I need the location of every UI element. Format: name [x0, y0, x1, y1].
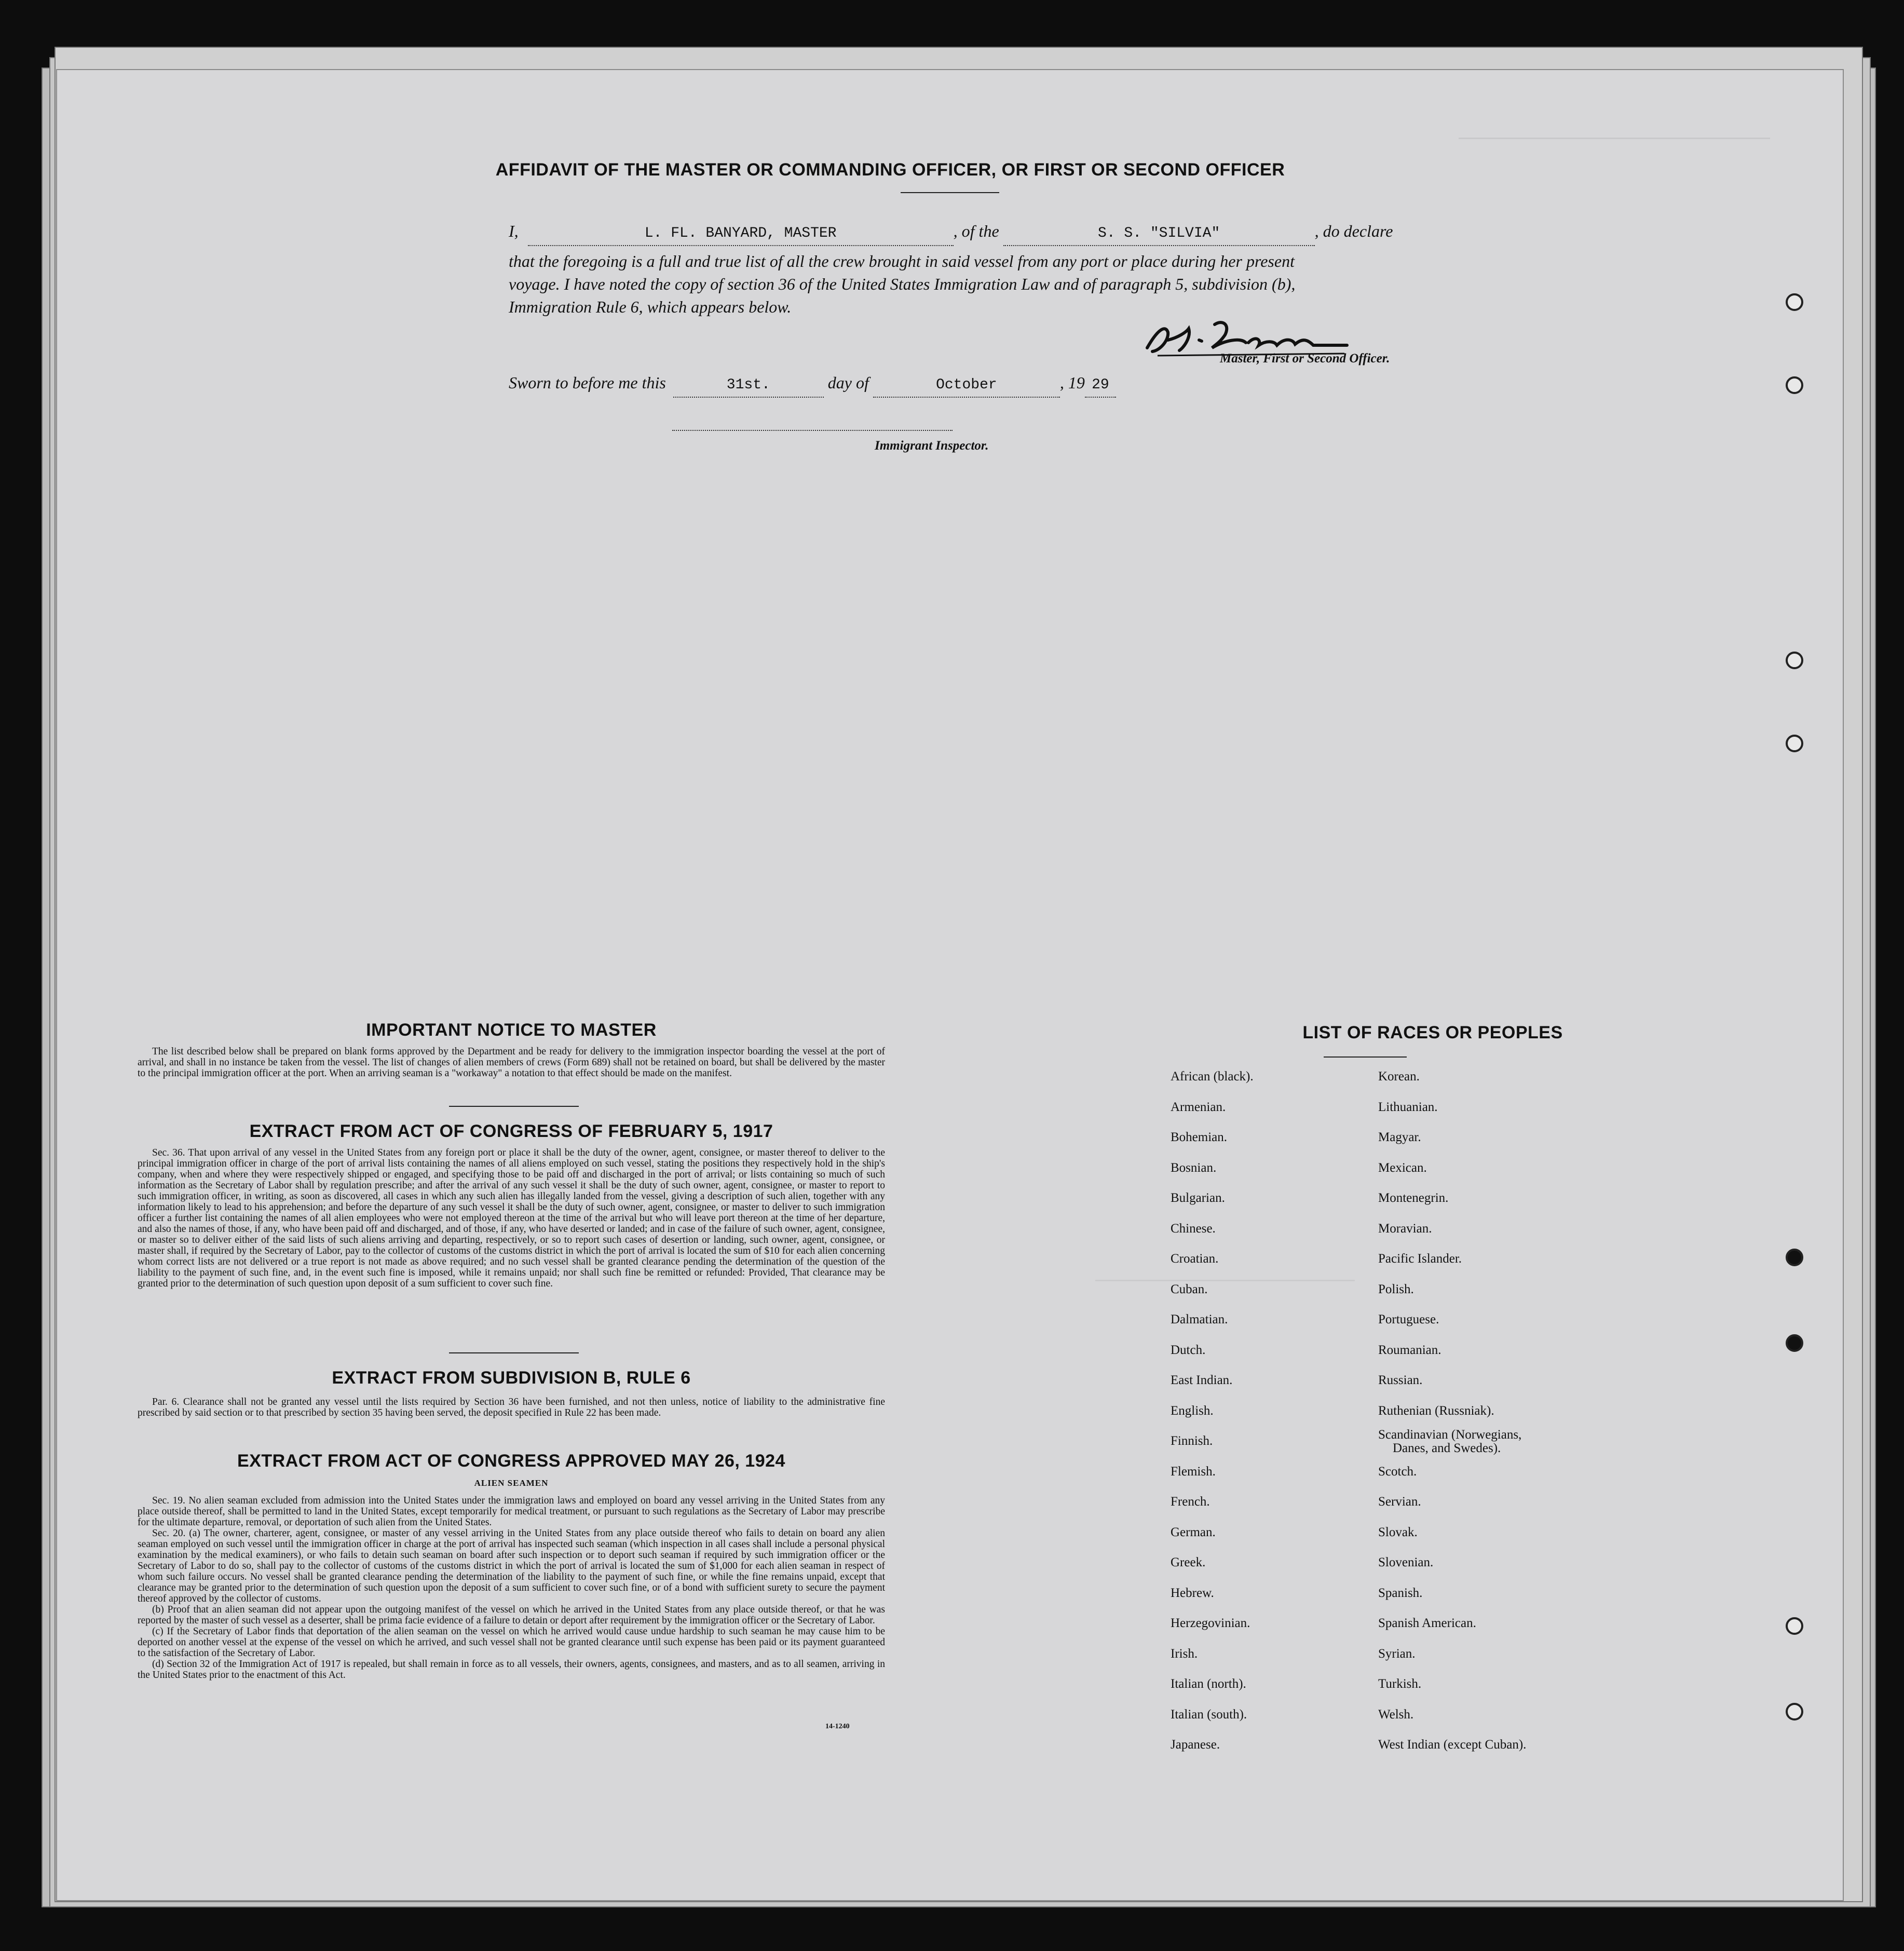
races-row [1171, 1518, 1690, 1548]
race-entry: Armenian. [1171, 1100, 1226, 1114]
race-entry: Italian (south). [1171, 1707, 1247, 1722]
race-entry: Greek. [1171, 1555, 1206, 1569]
year-prefix: , 19 [1059, 373, 1085, 392]
race-entry: Herzegovinian. [1171, 1616, 1250, 1630]
races-row [1171, 1092, 1690, 1123]
punch-hole [1786, 1249, 1803, 1266]
punch-hole [1786, 293, 1803, 311]
race-entry: Welsh. [1378, 1707, 1414, 1722]
notice-paragraph: The list described below shall be prepared on blank forms approved by the Department and be ready for delivery to the immigration inspector boarding the vessel at the port of arrival, and shall in no instance be taken from the vessel. The list of changes of alien members of crews (Form 689) shall not be retained on board, but shall be delivered by the master to the principal immigration officer at the port. When an arriving seaman is a "workaway" a notation to that effect should be made on the manifest. [138, 1046, 885, 1079]
race-entry: Chinese. [1171, 1221, 1216, 1236]
races-table [1171, 1062, 1690, 1760]
month-field: October [873, 374, 1060, 398]
section-20c-paragraph: (c) If the Secretary of Labor finds that deportation of the alien seaman on the vessel on which he arrived would cause undue hardship to such seaman he may cause him to be deported on another vessel at the expense of the vessel on which he arrived, and such vessel shall not be granted clearance until such expense has been paid or its payment guaranteed to the satisfaction of the Secretary of Labor. [138, 1626, 885, 1659]
race-entry: Slovak. [1378, 1525, 1418, 1539]
of-the-label: , of the [953, 222, 999, 240]
races-row [1171, 1548, 1690, 1578]
races-row [1171, 1275, 1690, 1305]
race-entry: Finnish. [1171, 1434, 1213, 1448]
race-entry: Magyar. [1378, 1130, 1421, 1144]
extract-1924-text [138, 1495, 885, 1681]
race-entry: Servian. [1378, 1495, 1421, 1509]
race-entry: Flemish. [1171, 1464, 1216, 1479]
race-entry: Roumanian. [1378, 1343, 1441, 1357]
races-row [1171, 1335, 1690, 1366]
race-entry: African (black). [1171, 1069, 1254, 1083]
extract-1917-text [138, 1147, 885, 1289]
title-divider [901, 192, 999, 193]
punch-hole [1786, 376, 1803, 394]
races-row [1171, 1396, 1690, 1427]
races-row [1171, 1214, 1690, 1244]
races-row [1171, 1426, 1690, 1457]
rule-6-text [138, 1397, 885, 1418]
races-row [1171, 1062, 1690, 1092]
races-row [1171, 1305, 1690, 1335]
race-entry: Croatian. [1171, 1252, 1219, 1266]
races-row [1171, 1457, 1690, 1487]
races-row [1171, 1365, 1690, 1396]
race-entry: Bohemian. [1171, 1130, 1228, 1144]
form-number: 14-1240 [825, 1723, 850, 1730]
race-entry: French. [1171, 1495, 1210, 1509]
races-row [1171, 1639, 1690, 1670]
section-36-paragraph: Sec. 36. That upon arrival of any vessel in the United States from any foreign port or place it shall be the duty of the owner, agent, consignee, or master thereof to deliver to the principal immigration officer in charge of the port of arrival lists containing the names of all aliens employed on such vessel, stating the positions they respectively hold in the ship's company, when and where they were respectively shipped or engaged, and specifying those to be paid off and discharged in the port of arrival; or lists containing so much of such information as the Secretary of Labor shall by regulation prescribe; and after the arrival of any such vessel it shall be the duty of such owner, agent, consignee, or master to report to such immigration officer, in writing, as soon as discovered, all cases in which any such alien has illegally landed from the vessel, giving a description of such alien, together with any information likely to lead to his apprehension; and before the departure of any such vessel it shall be the duty of such owner, agent, consignee, or master to deliver to such immigration officer a further list containing the names of all alien employees who were not employed thereon at the time of the arrival but who will leave port thereon at the time of her departure, and also the names of those, if any, who have been paid off and discharged, and of those, if any, who have deserted or landed; and in case of the failure of such owner, agent, consignee, or master so to deliver either of the said lists of such aliens arriving and departing, respectively, or so to report such cases of desertion or landing, such owner, agent, consignee, or master shall, if required by the Secretary of Labor, pay to the collector of customs of the customs district in which the port of arrival is located the sum of $10 for each alien concerning whom correct lists are not delivered or a true report is not made as above required; and no such vessel shall be granted clearance pending the determination of the question of the liability to the payment of such fine, and, in the event such fine is imposed, while it remains unpaid; nor shall such fine be remitted or refunded: Provided, That clearance may be granted prior to the determination of such question upon deposit of a sum sufficient to cover such fine. [138, 1147, 885, 1289]
i-label: I, [509, 222, 519, 240]
inspector-label: Immigrant Inspector. [875, 439, 989, 453]
bleed-through-mark [1459, 138, 1770, 143]
races-divider [1324, 1056, 1407, 1058]
race-entry: Russian. [1378, 1373, 1423, 1387]
punch-hole [1786, 1617, 1803, 1635]
race-entry: Slovenian. [1378, 1555, 1434, 1569]
document-sheet [57, 70, 1843, 1900]
section-divider [449, 1352, 579, 1353]
punch-hole [1786, 1334, 1803, 1352]
race-entry: Irish. [1171, 1646, 1198, 1661]
race-entry: Portuguese. [1378, 1312, 1439, 1326]
declaration-line-3: voyage. I have noted the copy of section 36 of the United States Immigration Law and of paragraph 5, subdivision (b), [509, 275, 1296, 293]
extract-1917-title: EXTRACT FROM ACT OF CONGRESS OF FEBRUARY 5, 1917 [249, 1121, 773, 1141]
race-entry-scandinavian [1378, 1428, 1521, 1455]
sworn-label: Sworn to before me this [509, 373, 666, 392]
race-entry: Japanese. [1171, 1738, 1220, 1752]
race-entry: Dutch. [1171, 1343, 1206, 1357]
race-entry: Scotch. [1378, 1464, 1417, 1479]
race-entry: Dalmatian. [1171, 1312, 1228, 1326]
section-20b-paragraph: (b) Proof that an alien seaman did not appear upon the outgoing manifest of the vessel on which he arrived in the United States from any place outside thereof, or that he was reported by the master of such vessel as a deserter, shall be prima facie evidence of a failure to detain or deport after requirement by the immigration officer or the Secretary of Labor. [138, 1604, 885, 1626]
races-row [1171, 1578, 1690, 1609]
declaration-line-1 [509, 220, 1393, 246]
year-field: 29 [1085, 374, 1116, 398]
race-entry: East Indian. [1171, 1373, 1233, 1387]
race-entry: Pacific Islander. [1378, 1252, 1462, 1266]
races-row [1171, 1153, 1690, 1184]
races-row [1171, 1608, 1690, 1639]
inspector-signature-line [672, 430, 953, 431]
section-19-paragraph: Sec. 19. No alien seaman excluded from admission into the United States under the immigration laws and employed on board any vessel arriving in the United States from any place outside thereof, shall be permitted to land in the United States, except temporarily for medical treatment, or pursuant to such regulations as the Secretary of Labor may prescribe for the ultimate departure, removal, or deportation of such alien from the United States. [138, 1495, 885, 1528]
section-20d-paragraph: (d) Section 32 of the Immigration Act of 1917 is repealed, but shall remain in force as to all vessels, their owners, agents, consignees, and masters, and as to all seamen, arriving in the United States prior to the enactment of this Act. [138, 1659, 885, 1681]
signature-caption: Master, First or Second Officer. [1220, 351, 1390, 365]
punch-hole [1786, 735, 1803, 752]
declaration-line-4: Immigration Rule 6, which appears below. [509, 297, 792, 316]
extract-1924-title: EXTRACT FROM ACT OF CONGRESS APPROVED MAY 26, 1924 [237, 1451, 785, 1471]
race-entry-continued: Danes, and Swedes). [1393, 1441, 1501, 1455]
race-entry: Cuban. [1171, 1282, 1208, 1296]
declaration-line-2: that the foregoing is a full and true list of all the crew brought in said vessel from any port or place during her present [509, 252, 1295, 270]
do-declare-label: , do declare [1314, 222, 1393, 240]
notice-title: IMPORTANT NOTICE TO MASTER [366, 1020, 657, 1040]
race-entry: Bosnian. [1171, 1160, 1217, 1175]
races-row [1171, 1122, 1690, 1153]
races-row [1171, 1730, 1690, 1760]
race-entry: West Indian (except Cuban). [1378, 1738, 1527, 1752]
punch-hole [1786, 1703, 1803, 1720]
race-entry: Italian (north). [1171, 1677, 1246, 1691]
race-entry: Polish. [1378, 1282, 1414, 1296]
section-divider [449, 1106, 579, 1107]
races-row [1171, 1669, 1690, 1700]
vessel-name-field: S. S. "SILVIA" [1003, 222, 1315, 246]
race-entry: German. [1171, 1525, 1216, 1539]
notice-text [138, 1046, 885, 1079]
punch-hole [1786, 652, 1803, 669]
races-title: LIST OF RACES OR PEOPLES [1302, 1023, 1563, 1042]
race-entry: Montenegrin. [1378, 1191, 1449, 1205]
races-row [1171, 1183, 1690, 1214]
races-row [1171, 1487, 1690, 1518]
affidavit-title: AFFIDAVIT OF THE MASTER OR COMMANDING OFFICER, OR FIRST OR SECOND OFFICER [495, 160, 1285, 180]
race-entry: Lithuanian. [1378, 1100, 1438, 1114]
section-20a-paragraph: Sec. 20. (a) The owner, charterer, agent, consignee, or master of any vessel arriving in the United States from any place outside thereof who fails to detain on board any alien seaman employed on such vessel until the immigration officer in charge at the port of arrival has inspected such seaman (which inspection in all cases shall include a personal physical examination by the medical examiners), or who fails to detain such seaman on board after such inspection or to deport such seaman if required by such immigration officer or the Secretary of Labor to do so, shall pay to the collector of customs of the customs district in which the port of arrival is located the sum of $1,000 for each alien seaman in respect of whom such failure occurs. No vessel shall be granted clearance pending the determination of the liability to the payment of such fine, or while the fine remains unpaid, except that clearance may be granted prior to the determination of such question upon the deposit of a sum sufficient to cover such fine, or of a bond with sufficient surety to secure the payment thereof approved by the collector of customs. [138, 1528, 885, 1604]
rule-6-title: EXTRACT FROM SUBDIVISION B, RULE 6 [332, 1368, 691, 1388]
master-name-field: L. FL. BANYARD, MASTER [528, 222, 954, 246]
rule-6-paragraph: Par. 6. Clearance shall not be granted any vessel until the lists required by Section 36 have been furnished, and not then unless, notice of liability to the administrative fine prescribed by said section or to that prescribed by section 35 having been served, the deposit specified in Rule 22 has been made. [138, 1397, 885, 1418]
race-entry: Spanish American. [1378, 1616, 1476, 1630]
race-entry: Mexican. [1378, 1160, 1427, 1175]
race-entry: Hebrew. [1171, 1586, 1214, 1600]
alien-seamen-subtitle: ALIEN SEAMEN [474, 1478, 549, 1488]
race-entry: Scandinavian (Norwegians, [1378, 1428, 1522, 1442]
day-of-label: day of [827, 373, 869, 392]
day-field: 31st. [673, 374, 824, 398]
race-entry: Korean. [1378, 1069, 1420, 1083]
race-entry: Spanish. [1378, 1586, 1423, 1600]
race-entry: Bulgarian. [1171, 1191, 1225, 1205]
sworn-line [509, 371, 1116, 398]
race-entry: Ruthenian (Russniak). [1378, 1403, 1494, 1418]
race-entry: Moravian. [1378, 1221, 1432, 1236]
race-entry: English. [1171, 1403, 1214, 1418]
races-row [1171, 1244, 1690, 1275]
races-row [1171, 1700, 1690, 1730]
race-entry: Turkish. [1378, 1677, 1422, 1691]
race-entry: Syrian. [1378, 1646, 1416, 1661]
